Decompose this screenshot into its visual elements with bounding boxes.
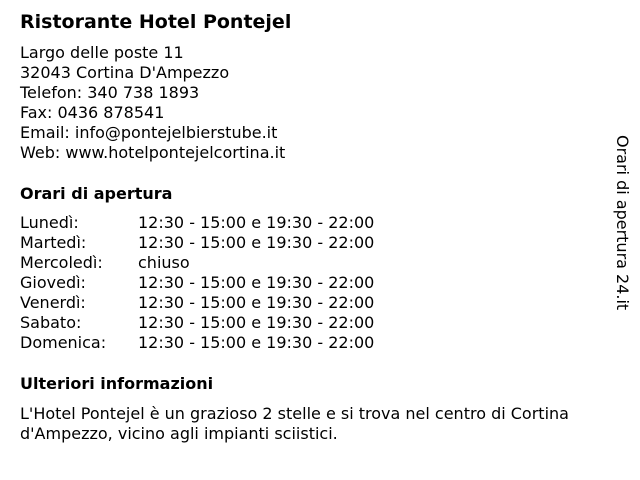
site-watermark bbox=[610, 135, 634, 311]
page-title: Ristorante Hotel Pontejel bbox=[20, 11, 292, 33]
website-address: Web: www.hotelpontejelcortina.it bbox=[20, 143, 286, 162]
hours-row-sunday bbox=[20, 333, 440, 353]
opening-hours-heading: Orari di apertura bbox=[20, 184, 173, 203]
day-hours: 12:30 - 15:00 e 19:30 - 22:00 bbox=[138, 273, 375, 292]
day-hours: chiuso bbox=[138, 253, 190, 272]
day-label: Martedì: bbox=[20, 233, 87, 252]
fax-number: Fax: 0436 878541 bbox=[20, 103, 165, 122]
day-hours: 12:30 - 15:00 e 19:30 - 22:00 bbox=[138, 293, 375, 312]
day-label: Giovedì: bbox=[20, 273, 86, 292]
day-hours: 12:30 - 15:00 e 19:30 - 22:00 bbox=[138, 213, 375, 232]
hours-row-saturday bbox=[20, 313, 440, 333]
hours-row-thursday bbox=[20, 273, 440, 293]
address-street: Largo delle poste 11 bbox=[20, 43, 184, 62]
hours-row-friday bbox=[20, 293, 440, 313]
opening-hours-table bbox=[20, 213, 440, 353]
day-label: Venerdì: bbox=[20, 293, 86, 312]
email-address: Email: info@pontejelbierstube.it bbox=[20, 123, 278, 142]
hours-row-tuesday bbox=[20, 233, 440, 253]
contact-details bbox=[20, 43, 285, 163]
hotel-description: L'Hotel Pontejel è un grazioso 2 stelle e si trova nel centro di Cortina d'Ampezzo, vicino agli impianti sciistici. bbox=[20, 404, 569, 443]
day-hours: 12:30 - 15:00 e 19:30 - 22:00 bbox=[138, 333, 375, 352]
day-hours: 12:30 - 15:00 e 19:30 - 22:00 bbox=[138, 313, 375, 332]
hours-row-monday bbox=[20, 213, 440, 233]
day-label: Mercoledì: bbox=[20, 253, 103, 272]
day-label: Domenica: bbox=[20, 333, 107, 352]
watermark-text: Orari di apertura 24.it bbox=[613, 135, 632, 311]
day-label: Lunedì: bbox=[20, 213, 79, 232]
hours-row-wednesday bbox=[20, 253, 440, 273]
more-info-heading: Ulteriori informazioni bbox=[20, 374, 214, 393]
phone-number: Telefon: 340 738 1893 bbox=[20, 83, 200, 102]
address-city: 32043 Cortina D'Ampezzo bbox=[20, 63, 230, 82]
day-label: Sabato: bbox=[20, 313, 82, 332]
day-hours: 12:30 - 15:00 e 19:30 - 22:00 bbox=[138, 233, 375, 252]
